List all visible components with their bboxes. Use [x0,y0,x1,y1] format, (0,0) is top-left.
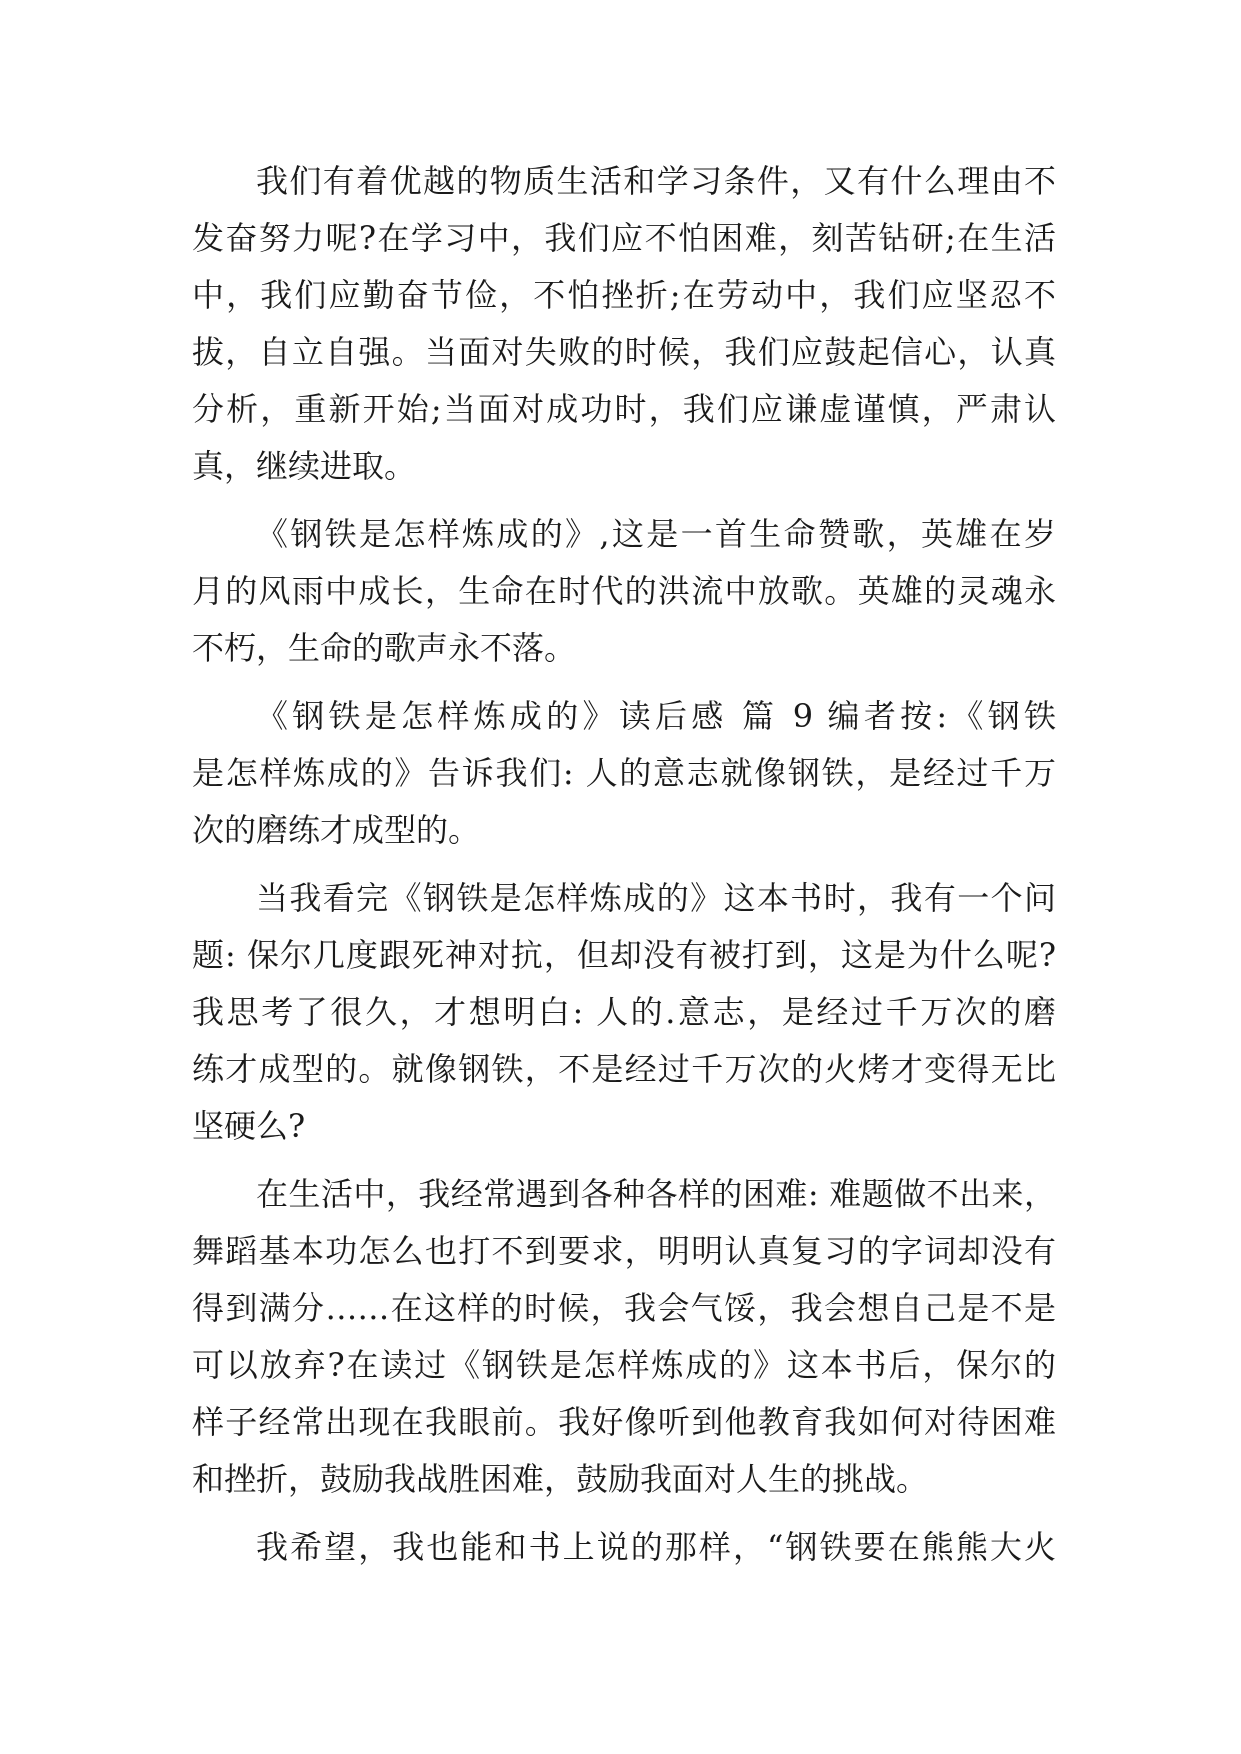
text-line: 月的风雨中成长，生命在时代的洪流中放歌。英雄的灵魂永 [192,572,1056,610]
text-line: 可以放弃?在读过《钢铁是怎样炼成的》这本书后，保尔的 [192,1346,1056,1384]
text-line: 样子经常出现在我眼前。我好像听到他教育我如何对待困难 [192,1403,1056,1441]
text-line: 得到满分……在这样的时候，我会气馁，我会想自己是不是 [192,1289,1056,1327]
text-line: 真，继续进取。 [192,447,417,485]
text-line: 当我看完《钢铁是怎样炼成的》这本书时，我有一个问 [256,879,1056,917]
text-line: 我思考了很久，才想明白: 人的.意志，是经过千万次的磨 [192,993,1056,1031]
text-line: 《钢铁是怎样炼成的》,这是一首生命赞歌，英雄在岁 [256,515,1056,553]
text-line: 练才成型的。就像钢铁，不是经过千万次的火烤才变得无比 [192,1050,1056,1088]
text-line: 是怎样炼成的》告诉我们: 人的意志就像钢铁，是经过千万 [192,754,1056,792]
text-line: 我希望，我也能和书上说的那样，“钢铁要在熊熊大火 [256,1528,1056,1566]
section-heading-line: 《钢铁是怎样炼成的》读后感 篇 9 编者按:《钢铁 [256,697,1056,735]
text-line: 不朽，生命的歌声永不落。 [192,629,577,667]
text-line: 在生活中，我经常遇到各种各样的困难: 难题做不出来， [256,1175,1056,1213]
text-line: 拔，自立自强。当面对失败的时候，我们应鼓起信心，认真 [192,333,1056,371]
text-line: 和挫折，鼓励我战胜困难，鼓励我面对人生的挑战。 [192,1460,929,1498]
text-line: 分析，重新开始;当面对成功时，我们应谦虚谨慎，严肃认 [192,390,1056,428]
text-line: 舞蹈基本功怎么也打不到要求，明明认真复习的字词却没有 [192,1232,1056,1270]
text-line: 中，我们应勤奋节俭，不怕挫折;在劳动中，我们应坚忍不 [192,276,1056,314]
text-line: 发奋努力呢?在学习中，我们应不怕困难，刻苦钻研;在生活 [192,219,1056,257]
text-line: 次的磨练才成型的。 [192,811,481,849]
text-line: 坚硬么? [192,1107,306,1145]
text-line: 题: 保尔几度跟死神对抗，但却没有被打到，这是为什么呢? [192,936,1056,974]
text-line: 我们有着优越的物质生活和学习条件，又有什么理由不 [256,162,1056,200]
